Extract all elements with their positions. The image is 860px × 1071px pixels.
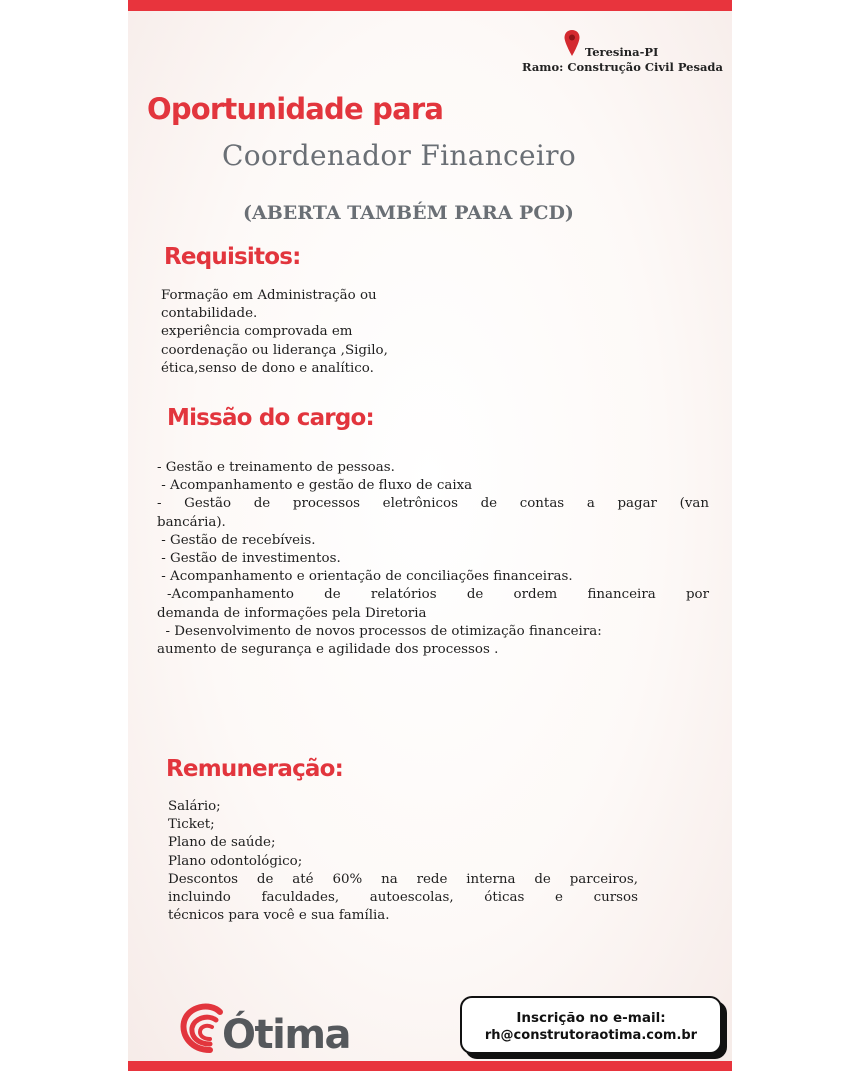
text-line: bancária). — [157, 514, 226, 530]
text-line: - Gestão de recebíveis. — [157, 532, 316, 548]
text-line: contabilidade. — [161, 306, 258, 322]
text-line: Salário; — [168, 799, 221, 814]
text-line: Descontos de até 60% na rede interna de parceiros, — [168, 871, 638, 887]
text-line: -Acompanhamento de relatórios de ordem financeira por — [167, 587, 709, 603]
text-line: Plano odontológico; — [168, 853, 303, 869]
pcd-notice: (ABERTA TAMBÉM PARA PCD) — [243, 202, 574, 224]
company-logo — [180, 1000, 370, 1060]
location-city: Teresina-PI — [585, 45, 659, 59]
text-line: técnicos para você e sua família. — [168, 908, 390, 924]
text-line: demanda de informações pela Diretoria — [157, 605, 427, 621]
text-line: incluindo faculdades, autoescolas, óticas e cursos — [168, 890, 638, 906]
text-line: experiência comprovada em — [161, 324, 353, 340]
missao-heading: Missão do cargo: — [167, 405, 374, 431]
requisitos-text — [161, 287, 388, 378]
text-line: Plano de saúde; — [168, 835, 276, 851]
text-line: - Gestão de processos eletrônicos de contas a pagar (van — [157, 496, 709, 512]
remuneracao-heading: Remuneração: — [166, 756, 344, 782]
top-accent-bar — [128, 0, 732, 11]
location-branch: Ramo: Construção Civil Pesada — [522, 60, 723, 74]
text-line: - Acompanhamento e orientação de conciliações financeiras. — [157, 569, 573, 585]
missao-text — [157, 459, 709, 659]
map-pin-icon — [563, 29, 581, 57]
text-line: Formação em Administração ou — [161, 288, 377, 303]
text-line: - Gestão e treinamento de pessoas. — [157, 460, 395, 475]
text-line: - Desenvolvimento de novos processos de otimização financeira: — [157, 623, 602, 639]
text-line: - Acompanhamento e gestão de fluxo de caixa — [157, 478, 473, 494]
remuneracao-text — [168, 798, 638, 925]
text-line: - Gestão de investimentos. — [157, 551, 341, 567]
headline: Oportunidade para — [147, 92, 444, 126]
logo-text: Ótima — [222, 1012, 351, 1058]
email-label: Inscrição no e-mail: — [516, 1010, 666, 1026]
text-line: coordenação ou liderança ,Sigilo, — [161, 342, 388, 358]
otima-logo-icon — [180, 1000, 228, 1056]
email-contact-box — [460, 996, 722, 1054]
job-title: Coordenador Financeiro — [222, 139, 577, 172]
bottom-accent-bar — [128, 1061, 732, 1071]
text-line: Ticket; — [168, 817, 215, 833]
text-line: aumento de segurança e agilidade dos processos . — [157, 642, 499, 658]
email-address-link[interactable]: rh@construtoraotima.com.br — [484, 1028, 698, 1043]
requisitos-heading: Requisitos: — [164, 244, 301, 270]
text-line: ética,senso de dono e analítico. — [161, 360, 374, 376]
